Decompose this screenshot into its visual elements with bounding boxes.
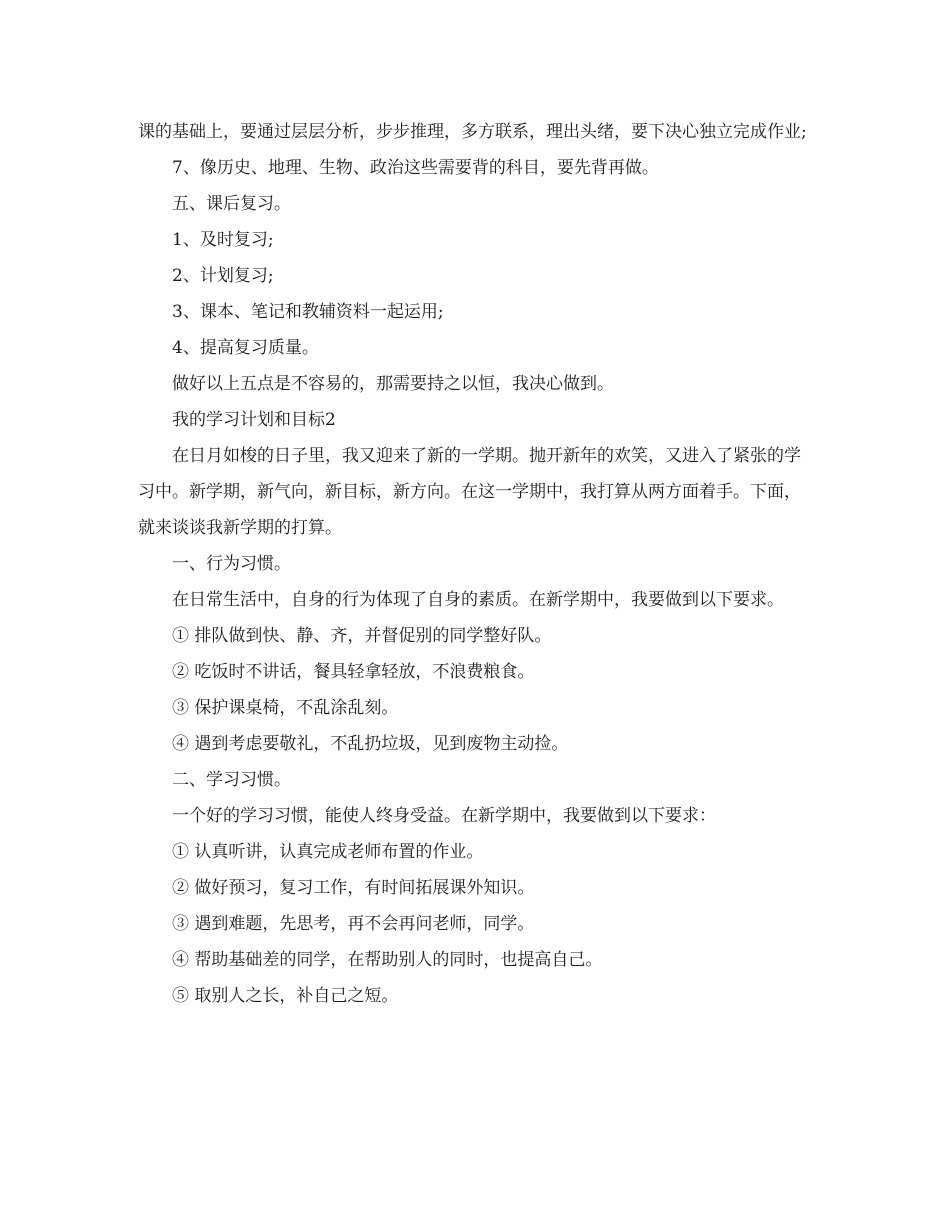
list-item-review-3: 3、课本、笔记和教辅资料一起运用; <box>172 302 444 322</box>
list-item-study-2: ② 做好预习，复习工作，有时间拓展课外知识。 <box>172 878 535 898</box>
paragraph-intro: 在日月如梭的日子里，我又迎来了新的一学期。抛开新年的欢笑，又进入了紧张的学习中。新学期，新气向，新目标，新方向。在这一学期中，我打算从两方面着手。下面，就来谈谈我新学期的打算。 <box>138 446 801 538</box>
list-item-study-4: ④ 帮助基础差的同学，在帮助别人的同时，也提高自己。 <box>172 950 603 970</box>
list-item-review-1: 1、及时复习; <box>172 230 274 250</box>
list-item-study-1: ① 认真听讲，认真完成老师布置的作业。 <box>172 842 484 862</box>
paragraph-study: 一个好的学习习惯，能使人终身受益。在新学期中，我要做到以下要求： <box>172 806 716 826</box>
list-item-study-5: ⑤ 取别人之长，补自己之短。 <box>172 986 399 1006</box>
document-page <box>138 114 814 1014</box>
list-item-behavior-3: ③ 保护课桌椅，不乱涂乱刻。 <box>172 698 399 718</box>
list-item-review-4: 4、提高复习质量。 <box>172 338 319 358</box>
list-item-behavior-2: ② 吃饭时不讲话，餐具轻拿轻放，不浪费粮食。 <box>172 662 535 682</box>
section-heading-study: 二、学习习惯。 <box>172 770 291 790</box>
section-heading-behavior: 一、行为习惯。 <box>172 554 291 574</box>
list-item-review-2: 2、计划复习; <box>172 266 274 286</box>
list-item-behavior-1: ① 排队做到快、静、齐，并督促别的同学整好队。 <box>172 626 552 646</box>
list-item-study-3: ③ 遇到难题，先思考，再不会再问老师，同学。 <box>172 914 535 934</box>
list-item-7: 7、像历史、地理、生物、政治这些需要背的科目，要先背再做。 <box>172 158 659 178</box>
paragraph-continuation: 课的基础上，要通过层层分析，步步推理，多方联系，理出头绪，要下决心独立完成作业; <box>138 122 807 142</box>
paragraph-conclusion: 做好以上五点是不容易的，那需要持之以恒，我决心做到。 <box>172 374 614 394</box>
list-item-behavior-4: ④ 遇到考虑要敬礼，不乱扔垃圾，见到废物主动捡。 <box>172 734 569 754</box>
article-title: 我的学习计划和目标2 <box>172 410 336 430</box>
section-heading-review: 五、课后复习。 <box>172 194 291 214</box>
paragraph-behavior: 在日常生活中，自身的行为体现了自身的素质。在新学期中，我要做到以下要求。 <box>172 590 784 610</box>
